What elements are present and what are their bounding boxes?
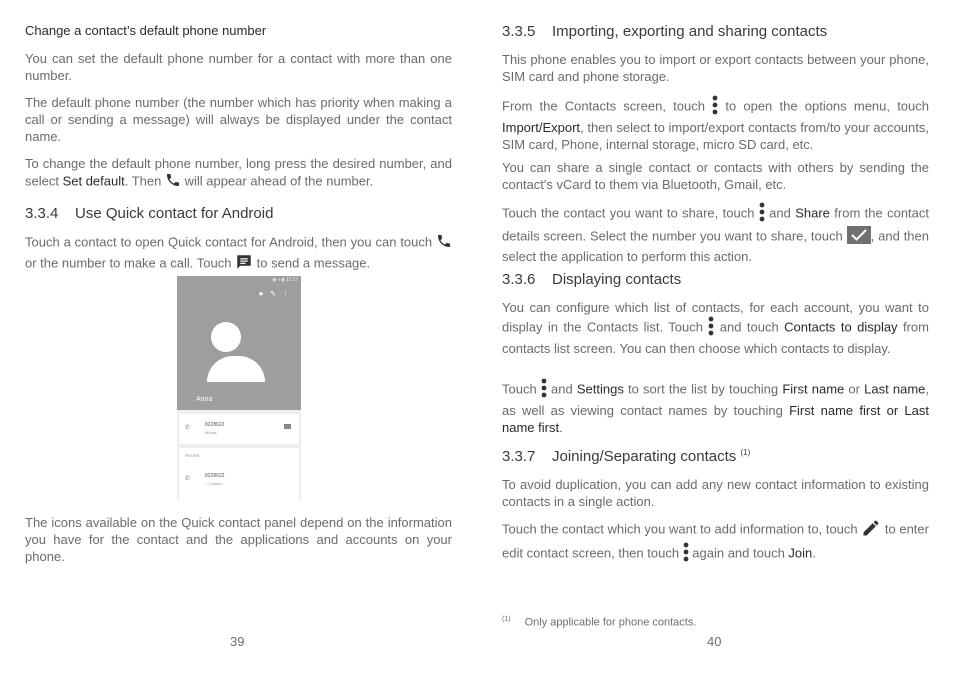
text: will appear ahead of the number. xyxy=(180,173,374,189)
text: , as well as viewing contact names by touching xyxy=(502,381,930,418)
section-title: Displaying contacts xyxy=(552,271,682,288)
text: . Then xyxy=(124,173,165,189)
message-icon xyxy=(235,253,253,275)
paragraph-change-default xyxy=(25,155,452,192)
paragraph-import-export-intro xyxy=(502,51,929,85)
share-term: Share xyxy=(795,205,830,221)
number-type: Mobile xyxy=(205,430,217,435)
text: Touch the contact which you want to add information to, touch xyxy=(502,521,862,537)
contacts-to-display-term: Contacts to display xyxy=(784,319,898,335)
first-name-term: First name xyxy=(782,381,845,397)
text: Touch xyxy=(502,381,541,397)
footnote xyxy=(502,616,696,629)
text: or the number to make a call. Touch xyxy=(25,255,236,271)
text: from contacts list screen. You can then choose which contacts to display. xyxy=(502,319,929,356)
paragraph-text: You can set the default phone number for a contact with more than one number. xyxy=(25,51,452,83)
section-title: Joining/Separating contacts xyxy=(552,448,737,465)
text: Touch the contact you want to share, touch xyxy=(502,205,759,221)
paragraph-default-priority xyxy=(25,94,452,145)
text: To change the default phone number, long press the desired number, and select xyxy=(25,156,452,189)
paragraph-share-steps xyxy=(502,202,929,265)
paragraph-quick-contact xyxy=(25,233,452,275)
text: or xyxy=(844,381,865,397)
text: and xyxy=(546,381,577,397)
paragraph-import-export-steps xyxy=(502,95,929,153)
text: and xyxy=(764,205,796,221)
page-39 xyxy=(25,0,452,678)
text: again and touch xyxy=(688,545,789,561)
pencil-icon xyxy=(861,518,881,542)
paragraph-share-intro xyxy=(502,159,929,193)
paragraph-text: This phone enables you to import or export contacts between your phone, SIM card and phone storage. xyxy=(502,52,929,84)
star-icon: ★ xyxy=(257,291,271,298)
contact-number: 8228622 xyxy=(205,422,225,428)
text: to enter edit contact screen, then touch xyxy=(502,521,929,561)
footnote-reference: (1) xyxy=(740,448,751,457)
contact-name: Anna xyxy=(196,396,213,403)
section-3-3-6-heading xyxy=(502,271,681,288)
join-term: Join xyxy=(788,545,813,561)
page-40 xyxy=(502,0,929,678)
phone-icon: ✆ xyxy=(185,425,191,431)
status-bar: ◉ ◂ ▮ 11:27 xyxy=(272,277,298,283)
page-number: 39 xyxy=(230,634,245,649)
recent-number: 8228622 xyxy=(205,473,225,479)
recent-label: Recent xyxy=(185,453,200,458)
page-number: 40 xyxy=(707,634,722,649)
text: , and then select the application to perform this action. xyxy=(502,228,929,264)
recent-card xyxy=(179,448,299,500)
text: Touch a contact to open Quick contact for Android, then you can touch xyxy=(25,234,436,250)
avatar-body xyxy=(207,356,265,382)
name-order-term: First name first or Last name first xyxy=(502,403,929,435)
paragraph-sort-settings xyxy=(502,378,929,436)
paragraph-text: The default phone number (the number which has priority when making a call or sending a message) will always be displayed under the contact name. xyxy=(25,95,452,144)
avatar xyxy=(211,322,241,352)
text: and touch xyxy=(714,319,785,335)
message-icon xyxy=(284,424,291,429)
text: to sort the list by touching xyxy=(623,381,783,397)
paragraph-join-intro xyxy=(502,476,929,510)
section-3-3-5-heading xyxy=(502,23,827,40)
last-name-term: Last name xyxy=(864,381,926,397)
phone-icon xyxy=(436,233,452,253)
text: to open the options menu, touch xyxy=(718,98,929,114)
quick-contact-screenshot xyxy=(177,276,301,500)
paragraph-default-intro xyxy=(25,50,452,84)
more-vert-icon: ⋮ xyxy=(282,291,295,298)
header-actions xyxy=(258,290,295,298)
section-3-3-7-heading xyxy=(502,448,750,465)
paragraph-text: To avoid duplication, you can add any new contact information to existing contacts in a single action. xyxy=(502,477,929,509)
text: From the Contacts screen, touch xyxy=(502,98,713,114)
paragraph-text: You can share a single contact or contacts with others by sending the contact's vCard to them via Bluetooth, Gmail, etc. xyxy=(502,160,929,192)
recent-date: ↑ 1 March xyxy=(205,481,223,486)
pencil-icon: ✎ xyxy=(270,291,282,298)
section-number: 3.3.5 xyxy=(502,23,536,40)
paragraph-join-steps xyxy=(502,518,929,566)
text: , then select to import/export contacts from/to your accounts, SIM card, Phone, internal storage, micro SD card, etc. xyxy=(502,120,929,152)
paragraph-display-contacts xyxy=(502,299,929,357)
paragraph-quick-contact-icons xyxy=(25,514,452,565)
section-3-3-4-heading xyxy=(25,205,273,222)
import-export-term: Import/Export xyxy=(502,120,581,135)
default-number-heading: Change a contact’s default phone number xyxy=(25,23,267,38)
settings-term: Settings xyxy=(576,381,624,397)
text: You can configure which list of contacts, for each account, you want to display in the Contacts list. Touch xyxy=(502,300,929,335)
contact-header xyxy=(177,276,301,410)
text: from the contact details screen. Select the number you want to share, touch xyxy=(502,205,929,244)
paragraph-text: The icons available on the Quick contact panel depend on the information you have for the contact and the applications and accounts on your phone. xyxy=(25,515,452,564)
footnote-mark: (1) xyxy=(502,616,511,623)
section-number: 3.3.7 xyxy=(502,448,536,465)
section-number: 3.3.4 xyxy=(25,205,59,222)
phone-icon: ✆ xyxy=(185,476,191,482)
section-number: 3.3.6 xyxy=(502,271,536,288)
section-title: Importing, exporting and sharing contacts xyxy=(552,23,828,40)
text: . xyxy=(812,545,816,561)
section-title: Use Quick contact for Android xyxy=(75,205,274,222)
text: . xyxy=(559,420,563,435)
number-card xyxy=(179,414,299,444)
phone-icon xyxy=(165,172,181,192)
set-default-term: Set default xyxy=(62,173,125,189)
text: to send a message. xyxy=(253,255,371,271)
footnote-text: Only applicable for phone contacts. xyxy=(524,616,697,629)
check-icon xyxy=(847,226,871,248)
